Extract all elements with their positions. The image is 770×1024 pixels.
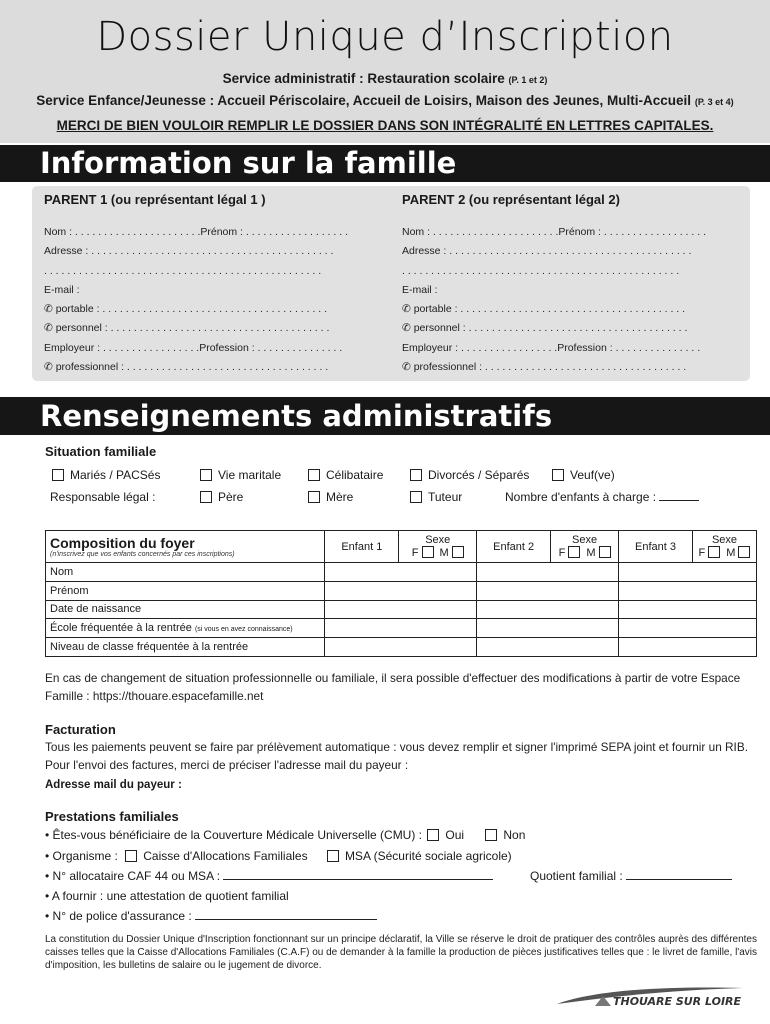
parent1-personnel-field[interactable]: ✆ personnel : . . . . . . . . . . . . . . . . . . . . . . . . . . . . . . . . . . . . . . xyxy=(44,322,330,335)
row-label-ecole: École fréquentée à la rentrée (si vous en avez connaissance) xyxy=(46,619,325,638)
enfant3-prenom-input[interactable] xyxy=(619,581,757,600)
table-header-row xyxy=(46,531,757,563)
responsable-option-mere[interactable]: Mère xyxy=(308,490,353,504)
allocataire-row[interactable]: • N° allocataire CAF 44 ou MSA : xyxy=(45,869,493,883)
enfant2-naissance-input[interactable] xyxy=(477,600,619,619)
enfant3-m-checkbox[interactable] xyxy=(738,546,750,558)
police-row[interactable]: • N° de police d'assurance : xyxy=(45,909,377,923)
page-title: Dossier Unique d’Inscription xyxy=(96,14,674,60)
responsable-option-tuteur[interactable]: Tuteur xyxy=(410,490,462,504)
enfant1-ecole-input[interactable] xyxy=(325,619,477,638)
parent2-block xyxy=(402,186,747,380)
enfant3-niveau-input[interactable] xyxy=(619,638,757,657)
parent2-adresse-line2[interactable]: . . . . . . . . . . . . . . . . . . . . . . . . . . . . . . . . . . . . . . . . . . . . . . . . xyxy=(402,264,680,277)
composition-title-cell xyxy=(46,531,325,563)
checkbox[interactable] xyxy=(410,469,422,481)
fournir-row: • A fournir : une attestation de quotient familial xyxy=(45,889,289,903)
row-label-nom: Nom xyxy=(46,563,325,582)
responsable-label: Responsable légal : xyxy=(50,490,156,504)
enfant1-naissance-input[interactable] xyxy=(325,600,477,619)
enfant2-sexe-cell: Sexe F M xyxy=(551,531,619,563)
prestations-heading: Prestations familiales xyxy=(45,809,179,824)
cmu-question: • Êtes-vous bénéficiaire de la Couverture Médicale Universelle (CMU) : Oui Non xyxy=(45,828,526,842)
msa-checkbox[interactable] xyxy=(327,850,339,862)
enfant3-nom-input[interactable] xyxy=(619,563,757,582)
section-band-famille: Information sur la famille xyxy=(0,145,770,182)
responsable-option-pere[interactable]: Père xyxy=(200,490,243,504)
enfant1-nom-input[interactable] xyxy=(325,563,477,582)
parent1-employeur-field[interactable]: Employeur : . . . . . . . . . . . . . . . . .Profession : . . . . . . . . . . . . . . . xyxy=(44,341,343,354)
composition-subtitle: (n'inscrivez que vos enfants concernés par ces inscriptions) xyxy=(50,551,235,558)
situation-option-maries[interactable]: Mariés / PACSés xyxy=(52,468,160,482)
parent1-portable-field[interactable]: ✆ portable : . . . . . . . . . . . . . . . . . . . . . . . . . . . . . . . . . . . . . . . xyxy=(44,303,328,316)
table-row xyxy=(46,600,757,619)
checkbox[interactable] xyxy=(200,469,212,481)
table-row xyxy=(46,619,757,638)
logo-swoosh-icon xyxy=(555,984,745,1010)
checkbox[interactable] xyxy=(308,491,320,503)
parent1-professionnel-field[interactable]: ✆ professionnel : . . . . . . . . . . . . . . . . . . . . . . . . . . . . . . . . . . . xyxy=(44,361,329,374)
parent2-adresse-field[interactable]: Adresse : . . . . . . . . . . . . . . . . . . . . . . . . . . . . . . . . . . . . . . . . . . xyxy=(402,245,692,258)
parent1-heading: PARENT 1 (ou représentant légal 1 ) xyxy=(44,192,266,207)
organisme-row: • Organisme : Caisse d'Allocations Familiales MSA (Sécurité sociale agricole) xyxy=(45,849,512,863)
nb-enfants-line[interactable] xyxy=(659,500,699,501)
allocataire-line[interactable] xyxy=(223,879,493,880)
parent2-email-field[interactable]: E-mail : xyxy=(402,283,438,296)
situation-option-veuf[interactable]: Veuf(ve) xyxy=(552,468,615,482)
changement-paragraph: En cas de changement de situation professionnelle ou familiale, il sera possible d'effectuer des modifications à partir de votre Espace Famille : https://thouare.espacefamille.net xyxy=(45,671,741,703)
service-enfance-line: Service Enfance/Jeunesse : Accueil Périscolaire, Accueil de Loisirs, Maison des Jeunes, Multi-Accueil (P. 3 et 4) xyxy=(36,93,734,108)
parent1-block xyxy=(44,186,389,380)
situation-option-divorces[interactable]: Divorcés / Séparés xyxy=(410,468,529,482)
cmu-non-checkbox[interactable] xyxy=(485,829,497,841)
thouare-logo xyxy=(555,984,745,1010)
enfant2-ecole-input[interactable] xyxy=(477,619,619,638)
checkbox[interactable] xyxy=(308,469,320,481)
enfant2-niveau-input[interactable] xyxy=(477,638,619,657)
enfant3-f-checkbox[interactable] xyxy=(708,546,720,558)
parent2-personnel-field[interactable]: ✆ personnel : . . . . . . . . . . . . . . . . . . . . . . . . . . . . . . . . . . . . . . xyxy=(402,322,688,335)
composition-title: Composition du foyer xyxy=(50,535,195,551)
parent1-email-field[interactable]: E-mail : xyxy=(44,283,80,296)
page-header xyxy=(0,0,770,143)
parent1-nom-field[interactable]: Nom : . . . . . . . . . . . . . . . . . . . . . .Prénom : . . . . . . . . . . . . . . . . . . xyxy=(44,226,348,238)
parents-panel xyxy=(32,186,750,381)
enfant3-naissance-input[interactable] xyxy=(619,600,757,619)
enfant2-m-checkbox[interactable] xyxy=(599,546,611,558)
parent1-adresse-line2[interactable]: . . . . . . . . . . . . . . . . . . . . . . . . . . . . . . . . . . . . . . . . . . . . . . . . xyxy=(44,264,322,277)
parent2-professionnel-field[interactable]: ✆ professionnel : . . . . . . . . . . . . . . . . . . . . . . . . . . . . . . . . . . . xyxy=(402,361,687,374)
row-label-naissance: Date de naissance xyxy=(46,600,325,619)
adresse-payeur-label[interactable]: Adresse mail du payeur : xyxy=(45,779,182,791)
situation-option-celibataire[interactable]: Célibataire xyxy=(308,468,383,482)
enfant2-header: Enfant 2 xyxy=(477,531,551,563)
cmu-oui-checkbox[interactable] xyxy=(427,829,439,841)
enfant2-prenom-input[interactable] xyxy=(477,581,619,600)
nb-enfants-field[interactable]: Nombre d'enfants à charge : xyxy=(505,490,699,504)
situation-heading: Situation familiale xyxy=(45,444,157,459)
parent1-adresse-field[interactable]: Adresse : . . . . . . . . . . . . . . . . . . . . . . . . . . . . . . . . . . . . . . . . . . xyxy=(44,245,334,258)
composition-table xyxy=(45,530,757,657)
police-line[interactable] xyxy=(195,919,377,920)
parent2-heading: PARENT 2 (ou représentant légal 2) xyxy=(402,192,620,207)
enfant1-m-checkbox[interactable] xyxy=(452,546,464,558)
checkbox[interactable] xyxy=(200,491,212,503)
situation-option-vie-maritale[interactable]: Vie maritale xyxy=(200,468,281,482)
enfant1-f-checkbox[interactable] xyxy=(422,546,434,558)
enfant1-prenom-input[interactable] xyxy=(325,581,477,600)
legal-paragraph: La constitution du Dossier Unique d'Inscription fonctionnant sur un principe déclaratif, la Ville se réserve le droit de pratiquer des contrôles auprès des différentes caisses telles que la Caisse d'Allocations Familiales (C.A.F) ou de demander à la famille la production de pièces justificatives telles que : le livret de famille, l'avis d'imposition, les bulletins de salaire ou le jugement de divorce. xyxy=(45,934,757,971)
table-row xyxy=(46,563,757,582)
section-band-admin: Renseignements administratifs xyxy=(0,397,770,435)
facturation-heading: Facturation xyxy=(45,722,116,737)
table-row xyxy=(46,581,757,600)
enfant3-ecole-input[interactable] xyxy=(619,619,757,638)
enfant2-f-checkbox[interactable] xyxy=(568,546,580,558)
quotient-row[interactable]: Quotient familial : xyxy=(530,869,732,883)
enfant1-sexe-cell: Sexe F M xyxy=(399,531,477,563)
enfant3-sexe-cell: Sexe F M xyxy=(692,531,756,563)
enfant1-niveau-input[interactable] xyxy=(325,638,477,657)
service-admin-line: Service administratif : Restauration scolaire (P. 1 et 2) xyxy=(222,71,548,86)
logo-text: THOUARE SUR LOIRE xyxy=(613,995,742,1008)
row-label-prenom: Prénom xyxy=(46,581,325,600)
parent2-portable-field[interactable]: ✆ portable : . . . . . . . . . . . . . . . . . . . . . . . . . . . . . . . . . . . . . . . xyxy=(402,303,686,316)
parent2-nom-field[interactable]: Nom : . . . . . . . . . . . . . . . . . . . . . .Prénom : . . . . . . . . . . . . . . . . . . xyxy=(402,226,706,238)
parent2-employeur-field[interactable]: Employeur : . . . . . . . . . . . . . . . . .Profession : . . . . . . . . . . . . . . . xyxy=(402,341,701,354)
checkbox[interactable] xyxy=(552,469,564,481)
checkbox[interactable] xyxy=(52,469,64,481)
capitals-notice: MERCI DE BIEN VOULOIR REMPLIR LE DOSSIER DANS SON INTÉGRALITÉ EN LETTRES CAPITALES. xyxy=(56,118,714,133)
table-row xyxy=(46,638,757,657)
enfant1-header: Enfant 1 xyxy=(325,531,399,563)
checkbox[interactable] xyxy=(410,491,422,503)
row-label-niveau: Niveau de classe fréquentée à la rentrée xyxy=(46,638,325,657)
facturation-paragraph: Tous les paiements peuvent se faire par prélèvement automatique : vous devez remplir et signer l'imprimé SEPA joint et fournir un RIB. Pour l'envoi des factures, merci de préciser l'adresse mail du payeur : xyxy=(45,740,748,772)
quotient-line[interactable] xyxy=(626,879,732,880)
enfant2-nom-input[interactable] xyxy=(477,563,619,582)
caf-checkbox[interactable] xyxy=(125,850,137,862)
enfant3-header: Enfant 3 xyxy=(619,531,693,563)
